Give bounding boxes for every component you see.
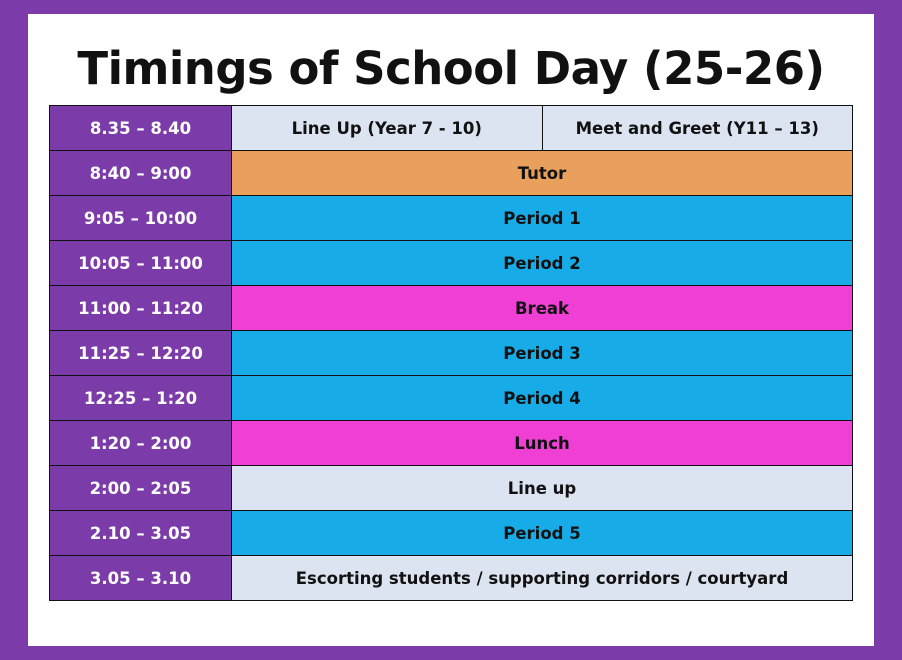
table-row <box>50 286 853 331</box>
time-cell: 2.10 – 3.05 <box>50 511 232 556</box>
table-row <box>50 106 853 151</box>
time-cell: 12:25 – 1:20 <box>50 376 232 421</box>
table-row <box>50 241 853 286</box>
activity-cell: Break <box>232 286 853 331</box>
time-cell: 2:00 – 2:05 <box>50 466 232 511</box>
time-cell: 11:25 – 12:20 <box>50 331 232 376</box>
table-row <box>50 196 853 241</box>
time-cell: 3.05 – 3.10 <box>50 556 232 601</box>
activity-cell: Lunch <box>232 421 853 466</box>
time-cell: 10:05 – 11:00 <box>50 241 232 286</box>
table-row <box>50 376 853 421</box>
table-row <box>50 556 853 601</box>
activity-cell: Escorting students / supporting corridors / courtyard <box>232 556 853 601</box>
activity-cell: Period 4 <box>232 376 853 421</box>
poster-card <box>28 14 874 646</box>
table-row <box>50 331 853 376</box>
activity-cell: Period 5 <box>232 511 853 556</box>
activity-cell: Period 3 <box>232 331 853 376</box>
activity-cell: Meet and Greet (Y11 – 13) <box>542 106 853 151</box>
schedule-table-wrapper <box>49 105 853 601</box>
time-cell: 1:20 – 2:00 <box>50 421 232 466</box>
table-row <box>50 151 853 196</box>
table-row <box>50 511 853 556</box>
time-cell: 8.35 – 8.40 <box>50 106 232 151</box>
time-cell: 8:40 – 9:00 <box>50 151 232 196</box>
time-cell: 9:05 – 10:00 <box>50 196 232 241</box>
activity-cell: Line Up (Year 7 - 10) <box>232 106 543 151</box>
schedule-table <box>49 105 853 601</box>
activity-cell: Period 2 <box>232 241 853 286</box>
activity-cell: Tutor <box>232 151 853 196</box>
time-cell: 11:00 – 11:20 <box>50 286 232 331</box>
table-row <box>50 466 853 511</box>
schedule-body <box>50 106 853 601</box>
activity-cell: Period 1 <box>232 196 853 241</box>
page-title: Timings of School Day (25-26) <box>77 42 825 95</box>
table-row <box>50 421 853 466</box>
activity-cell: Line up <box>232 466 853 511</box>
